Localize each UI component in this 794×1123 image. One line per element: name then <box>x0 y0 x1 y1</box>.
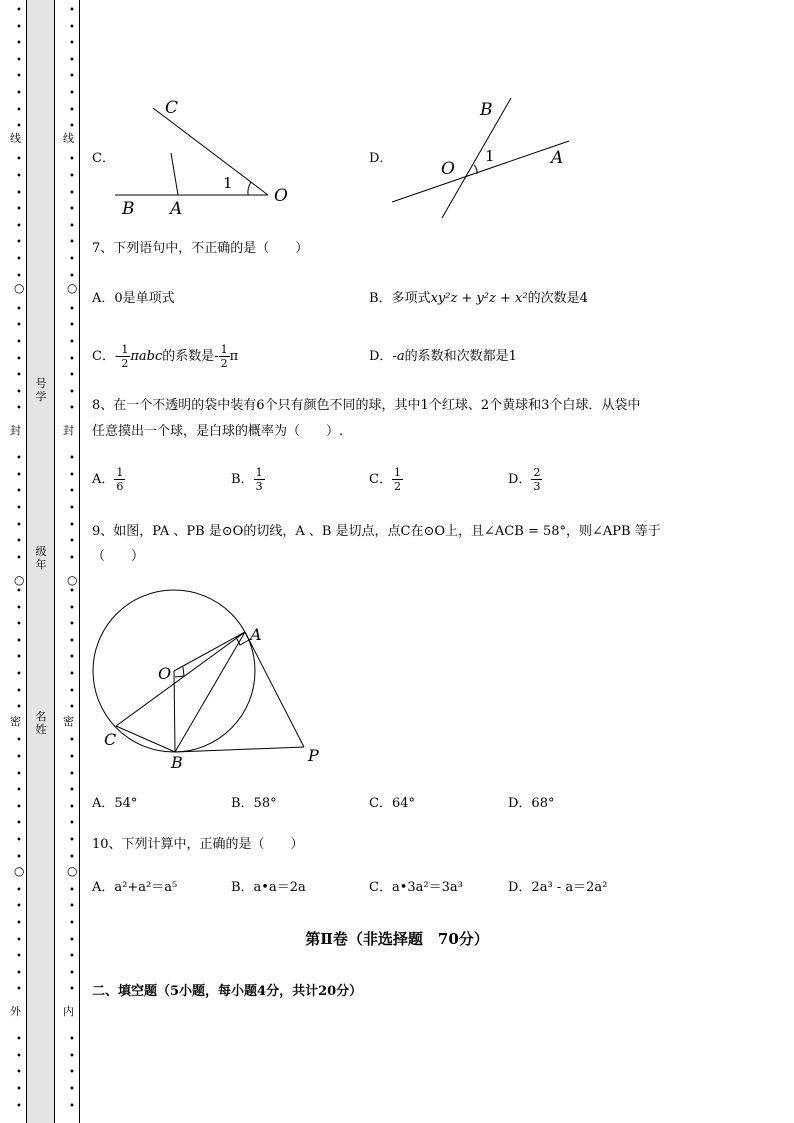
q7-c-text: 的系数是- <box>162 349 219 364</box>
cut-dot: • <box>69 818 75 830</box>
field-student-number: 号学 <box>35 377 47 403</box>
cut-dot: • <box>69 1100 75 1112</box>
q7-option-d <box>369 348 517 366</box>
cut-dot: • <box>69 768 75 780</box>
cut-dot: • <box>16 602 22 614</box>
q7-c-pi: π <box>229 349 239 364</box>
cut-dot: • <box>16 768 22 780</box>
label-o: O <box>158 664 172 683</box>
cut-dot: • <box>69 901 75 913</box>
cut-dot: • <box>69 204 75 216</box>
radius-oa <box>174 632 245 671</box>
cut-dot: • <box>16 519 22 531</box>
q7-c-fraction-2 <box>219 343 230 370</box>
inner-mark-line: 线 <box>63 132 74 145</box>
cut-dot: • <box>69 635 75 647</box>
q8-stem-line1: 8、在一个不透明的袋中装有6个只有颜色不同的球，其中1个红球、2个黄球和3个白球．从袋中 <box>92 398 641 413</box>
inner-mark-secret: 密 <box>63 715 74 728</box>
q8-option-b <box>231 466 265 493</box>
cut-dot: • <box>16 1100 22 1112</box>
cut-dot: • <box>16 353 22 365</box>
cut-dot: • <box>69 469 75 481</box>
cut-dot: • <box>16 1050 22 1062</box>
q7-option-b <box>369 290 588 308</box>
label-a: A <box>551 148 564 168</box>
cut-line <box>79 0 80 1123</box>
cut-dot: • <box>16 403 22 415</box>
cut-dot: • <box>69 5 75 16</box>
cut-dot: • <box>69 835 75 846</box>
cut-dot: • <box>69 934 75 946</box>
cut-dot: • <box>16 984 22 996</box>
cut-circle: ○ <box>14 281 25 295</box>
cut-circle: ○ <box>67 864 78 878</box>
cut-dot: • <box>69 171 75 182</box>
fraction-numerator: 1 <box>121 343 129 356</box>
tangent-pa <box>245 632 304 747</box>
q7-d-variable: -a <box>392 349 405 364</box>
cut-dot: • <box>16 237 22 249</box>
q7-c-term: πabc <box>130 349 163 364</box>
cut-dot: • <box>16 337 22 348</box>
fraction-denominator: 2 <box>220 357 228 370</box>
cut-dot: • <box>16 254 22 265</box>
cut-dot: • <box>69 1034 75 1046</box>
outer-mark-seal: 封 <box>10 424 21 437</box>
q10-option-c: C．a•3a²＝3a³ <box>369 880 463 895</box>
q7-c-prefix: C．- <box>92 349 120 364</box>
cut-dot: • <box>69 1084 75 1095</box>
cut-dot: • <box>16 503 22 514</box>
label-o: O <box>274 186 288 206</box>
q8-option-a <box>92 466 125 493</box>
cut-dot: • <box>16 1067 22 1079</box>
fraction-numerator: 1 <box>220 343 228 356</box>
cut-dot: • <box>16 818 22 830</box>
cut-dot: • <box>16 586 22 597</box>
option-label: C． <box>369 472 392 487</box>
q7-d-prefix: D． <box>369 349 393 364</box>
cut-dot: • <box>69 884 75 896</box>
cut-dot: • <box>16 187 22 199</box>
fraction-denominator: 6 <box>116 480 124 493</box>
fraction-numerator: 2 <box>533 466 541 479</box>
fraction-denominator: 2 <box>121 357 129 370</box>
cut-dot: • <box>16 635 22 647</box>
angle-arc <box>474 165 477 174</box>
cut-dot: • <box>69 519 75 531</box>
cut-dot: • <box>69 88 75 99</box>
cut-dot: • <box>16 835 22 846</box>
outer-mark-secret: 密 <box>10 715 21 728</box>
field-class: 级年 <box>35 545 47 571</box>
label-c: C <box>104 730 117 749</box>
cut-dot: • <box>16 685 22 697</box>
segment-a <box>171 153 178 195</box>
cut-dot: • <box>69 586 75 597</box>
label-a: A <box>250 625 262 644</box>
q7-option-a: A．0是单项式 <box>92 291 175 306</box>
cut-circle: ○ <box>14 864 25 878</box>
cut-dot: • <box>69 187 75 199</box>
option-fraction <box>254 466 265 493</box>
cut-dot: • <box>69 237 75 249</box>
cut-dot: • <box>69 370 75 382</box>
inner-mark-inside: 内 <box>63 1005 74 1018</box>
cut-dot: • <box>69 967 75 979</box>
q9-stem-line1: 9、如图，PA 、PB 是⊙O的切线，A 、B 是切点，点C在⊙O上，且∠ACB = 58°，则∠APB 等于 <box>92 524 661 539</box>
q9-option-b: B．58° <box>231 796 277 811</box>
label-c: C <box>165 98 179 118</box>
cut-circle: ○ <box>67 573 78 587</box>
line-ob <box>442 98 511 218</box>
cut-dot: • <box>69 602 75 614</box>
part2-title: 第Ⅱ卷（非选择题 70分） <box>305 930 489 948</box>
cut-dot: • <box>16 652 22 664</box>
cut-dot: • <box>16 934 22 946</box>
q10-option-d: D．2a³ - a＝2a² <box>508 880 608 895</box>
cut-dot: • <box>69 486 75 498</box>
q8-stem-line2: 任意摸出一个球，是白球的概率为（ ）. <box>92 424 344 439</box>
cut-dot: • <box>69 702 75 714</box>
cut-dot: • <box>69 71 75 83</box>
label-angle-1: 1 <box>223 174 233 192</box>
q10-stem: 10、下列计算中，正确的是（ ） <box>92 837 304 852</box>
cut-dot: • <box>69 220 75 232</box>
cut-dot: • <box>16 785 22 797</box>
cut-dot: • <box>69 652 75 664</box>
cut-dot: • <box>16 669 22 680</box>
cut-dot: • <box>16 1034 22 1046</box>
q9-figure <box>90 585 330 775</box>
section2-heading: 二、填空题（5小题，每小题4分，共计20分） <box>92 984 363 999</box>
cut-dot: • <box>69 353 75 365</box>
cut-dot: • <box>69 685 75 697</box>
cut-dot: • <box>16 270 22 282</box>
cut-dot: • <box>16 204 22 216</box>
cut-dot: • <box>16 901 22 913</box>
cut-dot: • <box>16 552 22 564</box>
cut-dot: • <box>69 104 75 116</box>
cut-dot: • <box>16 220 22 232</box>
cut-dot: • <box>69 337 75 348</box>
cut-dot: • <box>69 38 75 50</box>
q6-figure-c <box>110 95 300 220</box>
cut-dot: • <box>69 1067 75 1079</box>
cut-dot: • <box>16 918 22 929</box>
outer-mark-outside: 外 <box>10 1005 21 1018</box>
cut-dot: • <box>69 121 75 133</box>
cut-dot: • <box>69 851 75 863</box>
option-fraction <box>531 466 542 493</box>
q6-figure-d <box>385 93 585 223</box>
cut-dot: • <box>16 38 22 50</box>
q7-d-suffix: 的系数和次数都是1 <box>404 349 517 364</box>
cut-dot: • <box>69 785 75 797</box>
label-a: A <box>170 199 183 219</box>
option-label: A． <box>92 472 115 487</box>
cut-dot: • <box>69 320 75 332</box>
q9-stem-line2: （ ） <box>92 549 145 564</box>
cut-dot: • <box>16 154 22 166</box>
label-b: B <box>122 199 135 219</box>
cut-dot: • <box>16 5 22 16</box>
cut-dot: • <box>69 21 75 33</box>
cut-dot: • <box>69 801 75 813</box>
angle-arc <box>248 182 251 195</box>
label-o: O <box>441 159 455 179</box>
field-name: 名姓 <box>35 710 47 736</box>
q6-option-d-label: D． <box>369 151 393 166</box>
cut-dot: • <box>16 536 22 548</box>
cut-dot: • <box>69 54 75 66</box>
cut-dot: • <box>16 54 22 66</box>
cut-dot: • <box>16 320 22 332</box>
label-b: B <box>480 100 493 120</box>
cut-dot: • <box>69 254 75 265</box>
chord-ab <box>175 632 245 752</box>
label-b: B <box>171 753 183 772</box>
cut-dot: • <box>16 453 22 465</box>
cut-dot: • <box>69 619 75 631</box>
q7-c-fraction-1 <box>119 343 130 370</box>
label-angle-1: 1 <box>485 147 495 165</box>
option-fraction <box>392 466 403 493</box>
cut-dot: • <box>16 1084 22 1095</box>
cut-dot: • <box>16 702 22 714</box>
q9-option-a: A．54° <box>92 796 138 811</box>
cut-dot: • <box>69 154 75 166</box>
fraction-denominator: 3 <box>533 480 541 493</box>
cut-dot: • <box>69 752 75 763</box>
q7-b-expression: xy²z + y²z + x² <box>430 291 528 306</box>
q9-option-c: C．64° <box>369 796 415 811</box>
cut-dot: • <box>16 71 22 83</box>
cut-dot: • <box>16 104 22 116</box>
fraction-numerator: 1 <box>116 466 124 479</box>
cut-dot: • <box>69 669 75 680</box>
cut-dot: • <box>69 951 75 963</box>
chord-cb <box>116 726 175 752</box>
cut-dot: • <box>16 88 22 99</box>
cut-dot: • <box>69 270 75 282</box>
q7-stem: 7、下列语句中，不正确的是（ ） <box>92 241 309 256</box>
cut-dot: • <box>16 171 22 182</box>
inner-mark-seal: 封 <box>63 424 74 437</box>
cut-dot: • <box>69 918 75 929</box>
cut-dot: • <box>69 503 75 514</box>
cut-dot: • <box>16 801 22 813</box>
cut-dot: • <box>16 619 22 631</box>
cut-dot: • <box>16 967 22 979</box>
cut-dot: • <box>16 752 22 763</box>
chord-ac <box>116 632 245 726</box>
cut-dot: • <box>16 386 22 398</box>
fraction-denominator: 3 <box>255 480 263 493</box>
q6-option-c-label: C． <box>92 151 115 166</box>
option-label: D． <box>508 472 532 487</box>
fraction-numerator: 1 <box>255 466 263 479</box>
cut-dot: • <box>16 121 22 133</box>
fraction-numerator: 1 <box>393 466 401 479</box>
cut-dot: • <box>16 851 22 863</box>
cut-dot: • <box>69 984 75 996</box>
cut-dot: • <box>69 552 75 564</box>
outer-mark-line: 线 <box>10 132 21 145</box>
cut-dot: • <box>69 536 75 548</box>
q7-option-c <box>92 343 238 370</box>
option-label: B． <box>231 472 254 487</box>
cut-dot: • <box>16 884 22 896</box>
q9-option-d: D．68° <box>508 796 555 811</box>
q7-b-prefix: B．多项式 <box>369 291 431 306</box>
cut-dot: • <box>16 951 22 963</box>
q10-option-b: B．a•a＝2a <box>231 880 306 895</box>
binding-margin <box>0 0 82 1123</box>
label-p: P <box>308 746 319 765</box>
q10-option-a: A．a²+a²＝a⁵ <box>92 880 178 895</box>
cut-dot: • <box>69 453 75 465</box>
cut-dot: • <box>69 735 75 747</box>
cut-dot: • <box>69 1050 75 1062</box>
fraction-denominator: 2 <box>393 480 401 493</box>
cut-dot: • <box>16 303 22 315</box>
q7-b-suffix: 的次数是4 <box>527 291 588 306</box>
q8-option-c <box>369 466 403 493</box>
cut-circle: ○ <box>14 573 25 587</box>
cut-dot: • <box>69 386 75 398</box>
q8-option-d <box>508 466 542 493</box>
cut-dot: • <box>16 370 22 382</box>
cut-circle: ○ <box>67 281 78 295</box>
cut-dot: • <box>69 403 75 415</box>
cut-dot: • <box>69 303 75 315</box>
cut-dot: • <box>16 21 22 33</box>
option-fraction <box>114 466 125 493</box>
cut-dot: • <box>16 486 22 498</box>
cut-dot: • <box>16 469 22 481</box>
cut-dot: • <box>16 735 22 747</box>
